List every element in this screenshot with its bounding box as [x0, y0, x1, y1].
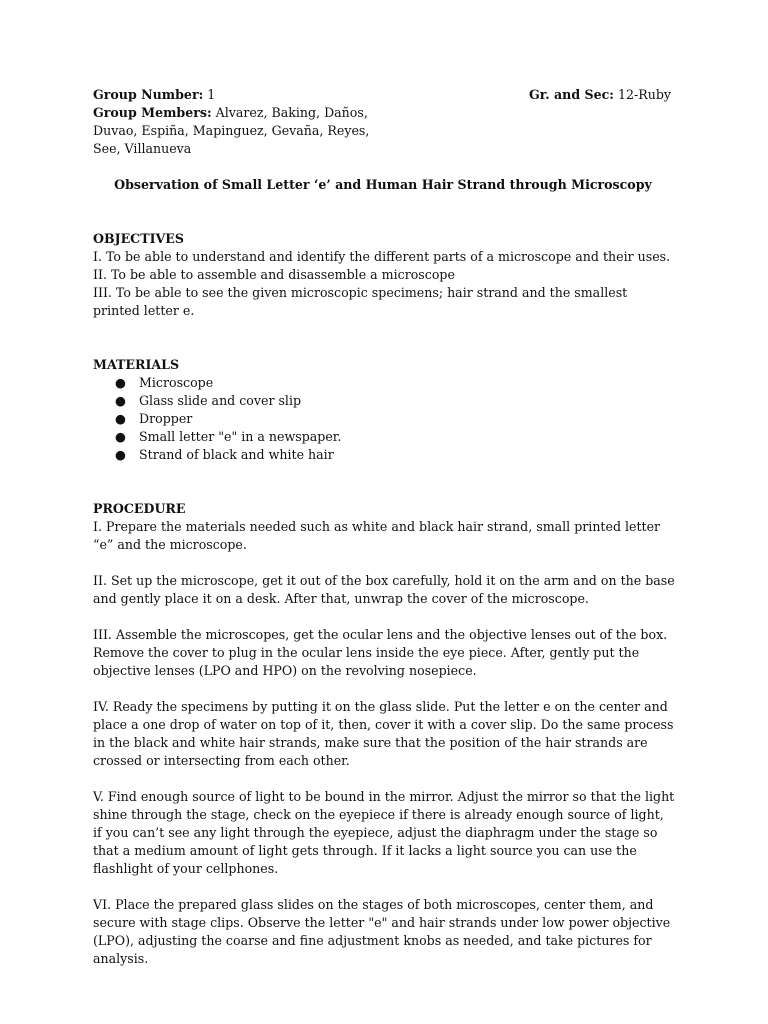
group-number-label: Group Number:: [93, 87, 204, 102]
material-item: [93, 374, 675, 392]
objective-item: III. To be able to see the given microscopic specimens; hair strand and the smallest printed letter e.: [93, 285, 628, 318]
objective-item: I. To be able to understand and identify the different parts of a microscope and their uses.: [93, 249, 671, 264]
bullet-icon: ●: [115, 429, 126, 444]
procedure-step: VI. Place the prepared glass slides on the stages of both microscopes, center them, and secure with stage clips. Observe the letter "e" and hair strands under low power objective (LPO), adjusting the coarse and fine adjustment knobs as needed, and take pictures for analysis.: [93, 897, 671, 966]
group-members: [93, 104, 383, 158]
group-number: [93, 86, 215, 104]
material-text: Strand of black and white hair: [139, 447, 334, 462]
group-members-value: Alvarez, Baking, Daños, Duvao, Espiña, Mapinguez, Gevaña, Reyes, See, Villanueva: [93, 105, 370, 156]
procedure-step: V. Find enough source of light to be bound in the mirror. Adjust the mirror so that the light shine through the stage, check on the eyepiece if there is already enough source of light, if you can’t see any light through the eyepiece, adjust the diaphragm under the stage so that a medium amount of light gets through. If it lacks a light source you can use the flashlight of your cellphones.: [93, 789, 675, 876]
material-item: [93, 428, 675, 446]
bullet-icon: ●: [115, 411, 126, 426]
procedure-step: II. Set up the microscope, get it out of the box carefully, hold it on the arm and on the base and gently place it on a desk. After that, unwrap the cover of the microscope.: [93, 573, 675, 606]
material-text: Dropper: [139, 411, 193, 426]
bullet-icon: ●: [115, 375, 126, 390]
grade-section: [529, 86, 671, 104]
grade-section-value: 12-Ruby: [613, 87, 671, 102]
materials-list: [93, 374, 675, 464]
objectives-heading: OBJECTIVES: [93, 231, 184, 246]
grade-section-label: Gr. and Sec:: [529, 87, 614, 102]
material-text: Glass slide and cover slip: [139, 393, 302, 408]
objective-item: II. To be able to assemble and disassemble a microscope: [93, 267, 455, 282]
group-number-value: 1: [203, 87, 216, 102]
material-text: Small letter "e" in a newspaper.: [139, 429, 342, 444]
procedure-list: [93, 518, 675, 968]
procedure-step: IV. Ready the specimens by putting it on the glass slide. Put the letter e on the center and place a one drop of water on top of it, then, cover it with a cover slip. Do the same process in the black and white hair strands, make sure that the position of the hair strands are crossed or intersecting from each other.: [93, 699, 674, 768]
materials-heading: MATERIALS: [93, 357, 180, 372]
procedure-step: III. Assemble the microscopes, get the ocular lens and the objective lenses out of the box. Remove the cover to plug in the ocular lens inside the eye piece. After, gently put the objective lenses (LPO and HPO) on the revolving nosepiece.: [93, 627, 668, 678]
objectives-list: [93, 248, 675, 320]
procedure-step: I. Prepare the materials needed such as white and black hair strand, small printed letter “e” and the microscope.: [93, 519, 661, 552]
bullet-icon: ●: [115, 447, 126, 462]
header-row: [93, 86, 671, 104]
material-item: [93, 410, 675, 428]
material-text: Microscope: [139, 375, 214, 390]
material-item: [93, 392, 675, 410]
material-item: [93, 446, 675, 464]
procedure-heading: PROCEDURE: [93, 501, 186, 516]
bullet-icon: ●: [115, 393, 126, 408]
group-members-label: Group Members:: [93, 105, 212, 120]
document-page: [93, 86, 675, 968]
document-title: Observation of Small Letter ‘e’ and Human Hair Strand through Microscopy: [114, 177, 652, 192]
